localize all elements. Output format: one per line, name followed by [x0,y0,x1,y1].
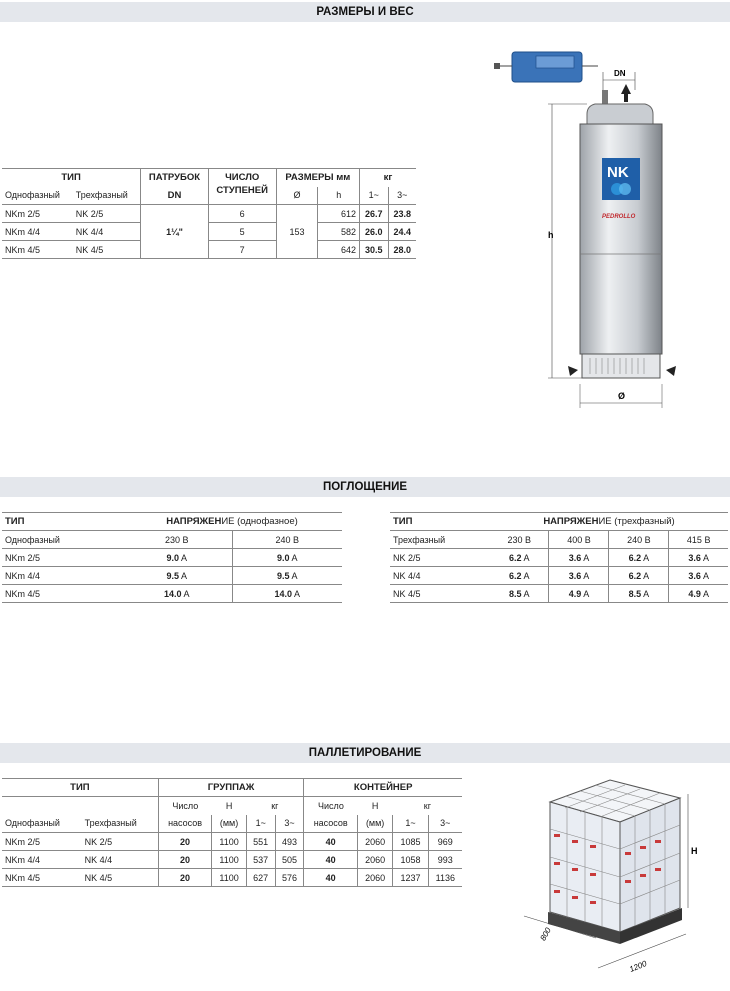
cell-three: NK 4/4 [82,851,159,869]
cell-w1: 26.0 [360,223,388,241]
cell-cn: 40 [304,851,358,869]
cell-h: 612 [318,205,360,223]
table-row [2,585,342,603]
cell-c: 8.5 A [609,585,669,603]
cell-d: 4.9 A [688,588,709,599]
cell-a: 9.5 A [122,567,232,585]
table-row [390,549,728,567]
cell-name: NKm 4/5 [5,588,41,599]
pallet-h-single: Однофазный [5,818,60,829]
cell-single: NKm 2/5 [5,208,41,219]
pallet-h-w1: 1~ [246,815,275,833]
pallet-h-group: ГРУППАЖ [158,779,304,797]
section-title-pallet: ПАЛЛЕТИРОВАНИЕ [0,743,730,763]
cell-single: NKm 4/4 [5,226,41,237]
cell-gn: 20 [158,851,212,869]
dims-h-type: ТИП [2,169,141,187]
cell-gh: 1100 [212,851,246,869]
dims-h-stages-1: ЧИСЛО [208,169,276,187]
dims-table [2,168,416,259]
cell-b: 14.0 A [274,588,301,599]
cell-b: 9.0 A [276,552,298,563]
cell-b: 4.9 A [549,585,609,603]
table-row [2,833,462,851]
dn-label: DN [614,69,626,78]
absorb-three-v2: 400 В [549,531,609,549]
cell-gh: 1100 [212,833,246,851]
pallet-1200-label: 1200 [628,959,649,975]
absorb-single-h-type: ТИП [5,516,25,527]
absorb-three-table [390,512,728,603]
pallet-h-type: ТИП [2,779,158,797]
cell-single: NKm 4/5 [5,244,41,255]
absorb-single-h-volt: НАПРЯЖЕНИЕ (однофазное) [166,516,298,527]
h-label: h [548,230,554,240]
cell-three: NK 4/5 [73,241,141,259]
cell-name: NK 2/5 [393,552,421,563]
absorb-three-h-volt: НАПРЯЖЕНИЕ (трехфазный) [543,516,675,527]
cell-three: NK 4/5 [82,869,159,887]
pallet-stack-icon [548,780,682,944]
pump-drawing [490,46,705,411]
pallet-h-w1: 1~ [393,815,428,833]
inlet-arrow-icon [568,366,578,376]
cell-diameter: 153 [276,205,318,259]
cell-single: NKm 4/4 [5,854,41,865]
table-row [2,851,462,869]
section-title-dims: РАЗМЕРЫ И ВЕС [0,2,730,22]
table-row [2,549,342,567]
cell-c: 6.2 A [609,567,669,585]
cell-a: 6.2 A [490,549,549,567]
cell-g3: 576 [275,869,304,887]
table-row [390,567,728,585]
cell-stages: 5 [208,223,276,241]
cell-h: 582 [318,223,360,241]
cell-a: 8.5 A [490,585,549,603]
cell-c1: 1058 [393,851,428,869]
cell-c3: 993 [437,854,453,865]
table-row [2,869,462,887]
absorb-three-v1: 230 В [490,531,549,549]
pallet-h-mm: (мм) [357,815,392,833]
cell-ch: 2060 [357,869,392,887]
cell-d: 3.6 A [688,570,709,581]
cell-stages: 6 [208,205,276,223]
absorb-single-h-single: Однофазный [5,534,60,545]
cell-ch: 2060 [357,833,392,851]
cell-c1: 1085 [393,833,428,851]
pallet-h-w3: 3~ [275,815,304,833]
pallet-h-num2: насосов [158,815,212,833]
pallet-h-H: H [225,800,233,811]
cell-c: 6.2 A [609,549,669,567]
cell-g3: 505 [275,851,304,869]
pallet-h-kg: кг [423,800,432,811]
absorb-three-h-three: Трехфазный [393,534,446,545]
cell-g1: 537 [246,851,275,869]
section-title-absorb: ПОГЛОЩЕНИЕ [0,477,730,497]
cell-cn: 40 [304,869,358,887]
cell-nozzle: 1¼" [141,205,208,259]
pallet-table [2,778,462,887]
cell-g3: 493 [275,833,304,851]
cell-w3: 23.8 [393,208,412,219]
outlet-arrow-icon [621,84,631,102]
absorb-three-v4: 415 В [686,534,711,545]
cell-b: 3.6 A [549,549,609,567]
cell-a: 9.0 A [122,549,232,567]
dims-h-sizes: РАЗМЕРЫ мм [276,169,359,187]
pallet-h-num2: насосов [304,815,358,833]
cell-single: NKm 2/5 [5,836,41,847]
dims-h-weight: кг [383,172,393,184]
dims-h-w3: 3~ [397,190,408,201]
cell-ch: 2060 [357,851,392,869]
pallet-h-num: Число [317,800,344,811]
pallet-h-w3: 3~ [440,818,451,829]
absorb-single-v1: 230 В [122,531,232,549]
dims-h-dia: Ø [276,187,318,205]
cell-d: 3.6 A [688,552,709,563]
cell-g1: 551 [246,833,275,851]
dims-h-w1: 1~ [360,187,388,205]
pallet-h-cont: КОНТЕЙНЕР [353,782,413,793]
cell-h: 642 [318,241,360,259]
absorb-single-v2: 240 В [275,534,300,545]
absorb-three-h-type: ТИП [393,516,413,527]
cell-c3: 969 [437,836,453,847]
pallet-h-kg: кг [246,797,304,815]
inlet-arrow-icon [666,366,676,376]
control-box-icon [494,52,598,82]
cell-name: NKm 4/4 [5,570,41,581]
cell-gh: 1100 [212,869,246,887]
cell-name: NK 4/5 [393,588,421,599]
cell-c3: 1136 [435,872,455,883]
maker-label: PEDROLLO [602,214,636,220]
brand-label: NK [607,164,629,181]
pallet-h-three: Трехфазный [82,815,159,833]
dims-h-single: Однофазный [5,190,60,201]
cell-gn: 20 [158,833,212,851]
cell-three: NK 4/4 [73,223,141,241]
cell-name: NK 4/4 [393,570,421,581]
pallet-800-label: 800 [538,926,553,943]
pallet-H-label: H [691,846,698,856]
dims-h-h: h [318,187,360,205]
cell-three: NK 2/5 [82,833,159,851]
dia-label: Ø [618,391,626,401]
table-row [2,223,416,241]
cell-w1: 26.7 [360,205,388,223]
pallet-drawing [510,772,720,986]
pallet-h-H: H [371,800,379,811]
cell-b: 3.6 A [549,567,609,585]
cell-name: NKm 2/5 [5,552,41,563]
dims-h-three: Трехфазный [73,187,141,205]
table-row [2,567,342,585]
dims-h-dn: DN [141,187,208,205]
cell-cn: 40 [304,833,358,851]
cell-b: 9.5 A [276,570,298,581]
table-row [2,205,416,223]
cell-a: 14.0 A [122,585,232,603]
cell-gn: 20 [158,869,212,887]
table-row [390,585,728,603]
absorb-three-v3: 240 В [609,531,669,549]
cell-g1: 627 [246,869,275,887]
pallet-h-mm: (мм) [212,815,246,833]
cell-single: NKm 4/5 [5,872,41,883]
table-row [2,241,416,259]
cell-a: 6.2 A [490,567,549,585]
cell-w3: 24.4 [393,226,412,237]
absorb-single-table [2,512,342,603]
cell-w1: 30.5 [360,241,388,259]
dims-h-nozzle: ПАТРУБОК [141,169,208,187]
dims-h-stages-2: СТУПЕНЕЙ [208,187,276,205]
cell-stages: 7 [208,241,276,259]
cell-c1: 1237 [393,869,428,887]
cell-three: NK 2/5 [73,205,141,223]
pallet-h-num: Число [172,800,199,811]
cell-w3: 28.0 [393,244,412,255]
